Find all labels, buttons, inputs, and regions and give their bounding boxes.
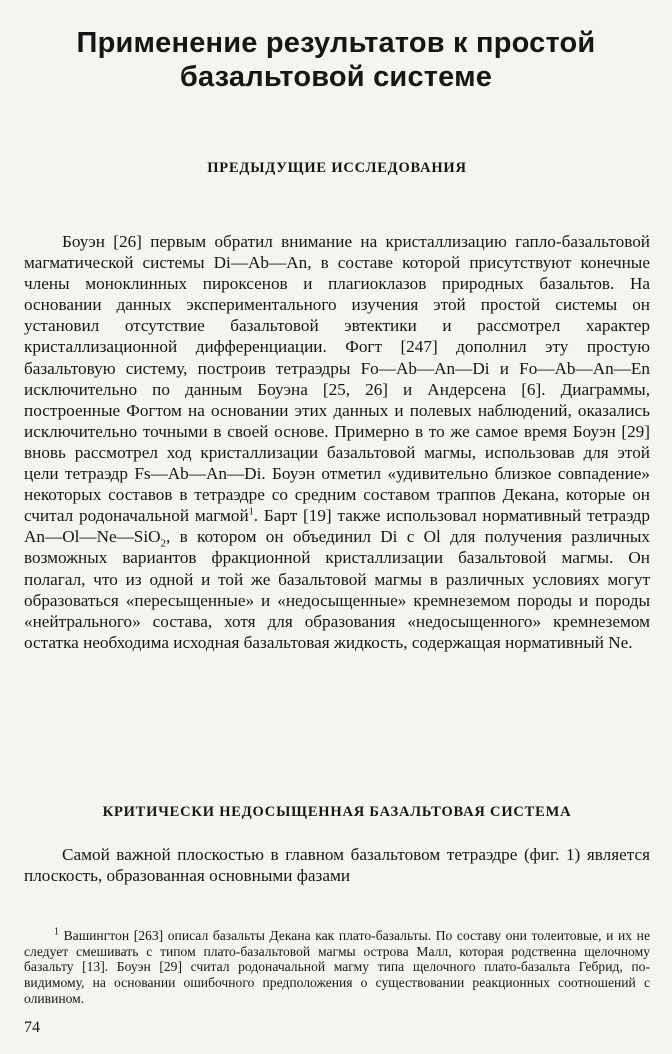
section-heading-critically-undersaturated: КРИТИЧЕСКИ НЕДОСЫЩЕННАЯ БАЗАЛЬТОВАЯ СИСТЕМА — [102, 804, 572, 820]
page-number: 74 — [24, 1019, 40, 1036]
paragraph-previous-studies — [24, 231, 650, 653]
footnote-marker: 1 — [54, 926, 59, 938]
sio2-subscript: 2 — [160, 537, 167, 550]
paragraph-text-part-1: Боуэн [26] первым обратил внимание на кристаллизацию гапло-базальтовой магматической системы Di—Ab—An, в составе которой присутствуют конечные члены моноклинных пироксенов и плагиоклазов природных базальтов. На основании данных экспериментального изучения этой простой системы он установил отсутствие базальтовой эвтектики и рассмотрел характер кристаллизационной дифференциации. Фогт [247] дополнил эту простую базальтовую систему, построив тетраэдры Fo—Ab—An—Di и Fo—Ab—An—En исключительно по данным Боуэна [25, 26] и Андерсена [6]. Диаграммы, построенные Фогтом на основании этих данных и полевых наблюдений, оказались исключительно точными в своей основе. Примерно в то же самое время Боуэн [29] вновь рассмотрел ход кристаллизации базальтовой магмы, использовав для этой цели тетраэдр Fs—Ab—An—Di. Боуэн отметил «удивительно близкое совпадение» некоторых составов в тетраэдре со средним составом траппов Декана, которые он считал родоначальной магмой — [24, 232, 650, 526]
paragraph-text-part-3: , в котором он объединил Di с Ol для получения различных возможных вариантов фракционной кристаллизации базальтовой магмы. Он полагал, что из одной и той же базальтовой магмы в различных условиях могут образоваться «пересыщенные» и «недосыщенные» кремнеземом породы и породы «нейтрального» состава, хотя для образования «недосыщенного» кремнеземом остатка необходима исходная базальтовая жидкость, содержащая нормативный Ne. — [24, 527, 650, 652]
chapter-title — [40, 26, 632, 94]
footnote-1 — [24, 928, 650, 1007]
chapter-title-line-2: базальтовой системе — [179, 61, 493, 93]
paragraph-text-part-2: . Барт [19] также использовал нормативный тетраэдр An—Ol—Ne—SiO — [24, 506, 650, 547]
chapter-title-line-1: Применение результатов к простой — [76, 27, 596, 59]
footnote-reference-1[interactable]: 1 — [248, 506, 254, 518]
footnote-text: Вашингтон [263] описал базальты Декана как плато-базальты. По составу они толеитовые, и их не следует смешивать с типом плато-базальтовой магмы острова Малл, которая родственна щелочному базальту [13]. Боуэн [29] считал родоначальной магму типа щелочного плато-базальта Гебрид, по-видимому, на основании ошибочного предположения о существовании реакционных соотношений с оливином. — [24, 928, 650, 1006]
paragraph-critically-undersaturated: Самой важной плоскостью в главном базальтовом тетраэдре (фиг. 1) является плоскость, образованная основными фазами — [24, 845, 650, 886]
section-heading-previous-studies: ПРЕДЫДУЩИЕ ИССЛЕДОВАНИЯ — [207, 160, 467, 176]
